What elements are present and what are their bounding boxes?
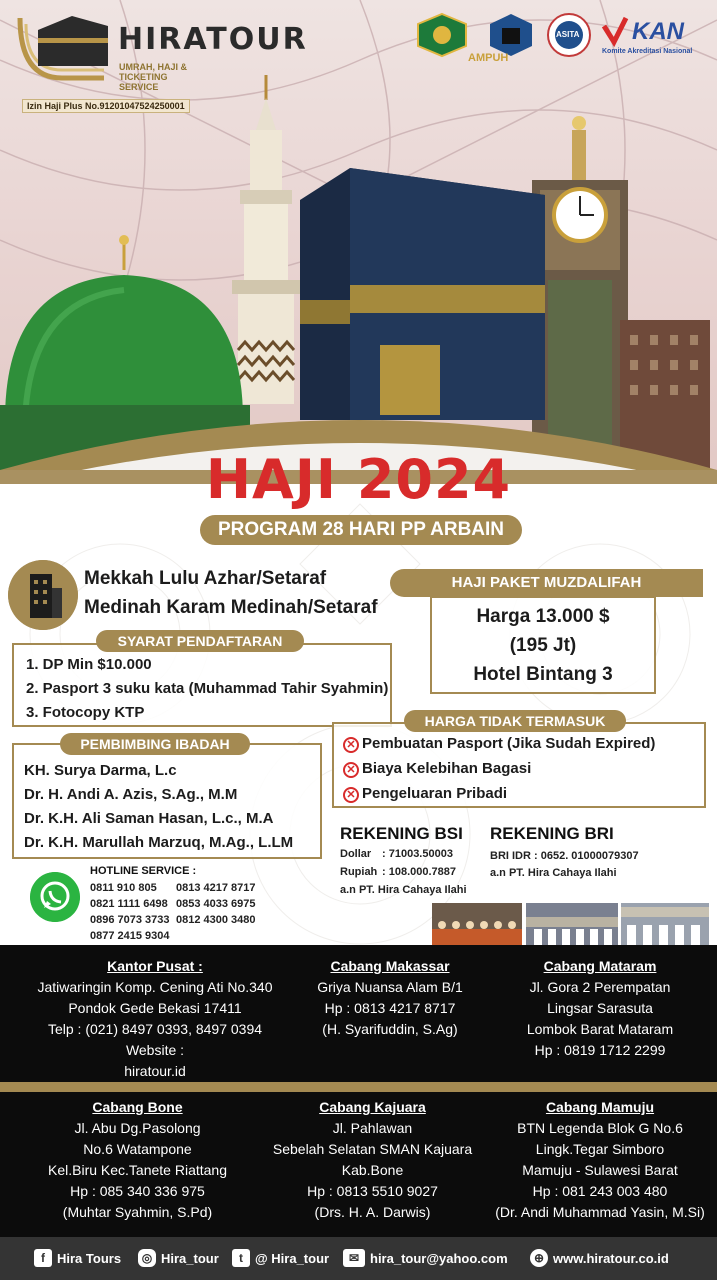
facebook-link[interactable] [34, 1246, 121, 1270]
rekening-bsi-holder: a.n PT. Hira Cahaya Ilahi [340, 884, 467, 896]
branch-title: Cabang Makassar [330, 958, 450, 974]
kaaba [300, 168, 545, 420]
minaret [232, 75, 300, 404]
twitter-link[interactable] [232, 1246, 329, 1270]
pembimbing-title: PEMBIMBING IBADAH [60, 733, 250, 755]
branch-bone [20, 1099, 255, 1223]
cross-circle-icon: ✕ [343, 737, 359, 753]
branch-line: Hp : 0813 5510 9027 [307, 1183, 438, 1199]
paket-hotel: Hotel Bintang 3 [473, 664, 613, 685]
branch-line[interactable]: hiratour.id [124, 1063, 186, 1079]
pembimbing-item: Dr. K.H. Marullah Marzuq, M.Ag., L.LM [24, 834, 294, 851]
hotline-number[interactable]: 0813 4217 8717 [176, 882, 256, 894]
branch-line: Kel.Biru Kec.Tanete Riattang [48, 1162, 227, 1178]
gold-divider [0, 1082, 717, 1092]
syarat-item: 2. Pasport 3 suku kata (Muhammad Tahir Syahmin) [26, 680, 389, 697]
branch-line: Website : [125, 1042, 185, 1058]
branch-line: BTN Legenda Blok G No.6 [517, 1120, 683, 1136]
branch-line: No.6 Watampone [83, 1141, 192, 1157]
branch-line: (Drs. H. A. Darwis) [314, 1204, 431, 1220]
pembimbing-item: KH. Surya Darma, L.c [24, 762, 177, 779]
rekening-bri-idr: BRI IDR : 0652. 01000079307 [490, 850, 639, 862]
excluded-item: Pengeluaran Pribadi [362, 785, 508, 802]
branch-title: Cabang Bone [92, 1099, 183, 1115]
branch-title: Kantor Pusat : [107, 958, 203, 974]
branch-line: (H. Syarifuddin, S.Ag) [322, 1021, 458, 1037]
rekening-bsi-rupiah-label: Rupiah [340, 866, 378, 878]
branch-mataram [490, 958, 710, 1061]
brand-tagline-line: UMRAH, HAJI & [119, 62, 188, 72]
brand-tagline [119, 62, 229, 92]
instagram-link[interactable] [138, 1246, 219, 1270]
branch-line: Hp : 0813 4217 8717 [324, 1000, 456, 1016]
email-link[interactable] [343, 1246, 508, 1270]
branch-line: Mamuju - Sulawesi Barat [522, 1162, 678, 1178]
pembimbing-item: Dr. K.H. Ali Saman Hasan, L.c., M.A [24, 810, 274, 827]
branch-line: Pondok Gede Bekasi 17411 [68, 1000, 242, 1016]
branch-title: Cabang Mataram [543, 958, 657, 974]
facebook-handle: Hira Tours [57, 1250, 122, 1266]
branch-line: Kab.Bone [341, 1162, 404, 1178]
brand-tagline-line: SERVICE [119, 82, 159, 92]
excluded-item: Pembuatan Pasport (Jika Sudah Expired) [362, 735, 656, 752]
branch-line: (Dr. Andi Muhammad Yasin, M.Si) [495, 1204, 705, 1220]
branch-line: Jatiwaringin Komp. Cening Ati No.340 [37, 979, 273, 995]
facebook-icon: f [34, 1249, 52, 1267]
building-icon [8, 560, 78, 630]
rekening-bsi-title: REKENING BSI [340, 824, 463, 843]
kan-label: KAN [632, 18, 684, 45]
kan-caption: Komite Akreditasi Nasional [602, 48, 693, 55]
license-number: Izin Haji Plus No.91201047524250001 [22, 99, 190, 113]
rekening-bri-holder: a.n PT. Hira Cahaya Ilahi [490, 867, 617, 879]
paket-price-idr: (195 Jt) [509, 635, 577, 656]
brand-name: HIRATOUR [118, 22, 308, 57]
branch-line: Jl. Abu Dg.Pasolong [74, 1120, 201, 1136]
rekening-bsi-rupiah: : 108.000.7887 [382, 866, 457, 878]
clock-tower [532, 116, 710, 470]
hotline-number[interactable]: 0853 4033 6975 [176, 898, 256, 910]
paket-price: Harga 13.000 $ [476, 606, 610, 627]
program-badge: PROGRAM 28 HARI PP ARBAIN [200, 515, 522, 545]
whatsapp-icon [30, 872, 80, 922]
hotline-number[interactable]: 0896 7073 3733 [90, 914, 170, 926]
branch-mamuju [490, 1099, 710, 1223]
globe-icon: ⊕ [530, 1249, 548, 1267]
rekening-bsi-dollar-label: Dollar [340, 848, 372, 860]
syarat-item: 1. DP Min $10.000 [26, 656, 152, 673]
cross-circle-icon: ✕ [343, 762, 359, 778]
haji-title: HAJI 2024 [205, 448, 512, 511]
paket-box [430, 596, 656, 694]
excluded-item: Biaya Kelebihan Bagasi [362, 760, 532, 777]
asita-label: ASITA [556, 30, 580, 39]
branch-line: Hp : 085 340 336 975 [70, 1183, 205, 1199]
pembimbing-item: Dr. H. Andi A. Azis, S.Ag., M.M [24, 786, 238, 803]
branch-line: Lingk.Tegar Simboro [535, 1141, 665, 1157]
hotline-number[interactable]: 0812 4300 3480 [176, 914, 256, 926]
branch-line: Hp : 0819 1712 2299 [534, 1042, 666, 1058]
syarat-title: SYARAT PENDAFTARAN [96, 630, 304, 652]
branch-line: Lingsar Sarasuta [547, 1000, 653, 1016]
twitter-handle: @ Hira_tour [255, 1250, 330, 1266]
email-address: hira_tour@yahoo.com [370, 1250, 508, 1266]
paket-title: HAJI PAKET MUZDALIFAH [390, 569, 703, 597]
harga-tidak-termasuk-title: HARGA TIDAK TERMASUK [404, 710, 626, 732]
rekening-bri-title: REKENING BRI [490, 824, 614, 843]
hotline-number[interactable]: 0877 2415 9304 [90, 930, 170, 942]
branch-kantor-pusat [10, 958, 300, 1082]
website-url: www.hiratour.co.id [553, 1250, 669, 1266]
branch-line: Griya Nuansa Alam B/1 [317, 979, 463, 995]
branch-line: (Muhtar Syahmin, S.Pd) [62, 1204, 213, 1220]
branch-line: Lombok Barat Mataram [526, 1021, 674, 1037]
branch-line: Hp : 081 243 003 480 [532, 1183, 668, 1199]
branch-line: Sebelah Selatan SMAN Kajuara [272, 1141, 473, 1157]
cross-circle-icon: ✕ [343, 787, 359, 803]
kemenag-logo [414, 12, 470, 58]
hotel-medinah: Medinah Karam Medinah/Setaraf [84, 597, 378, 618]
hero-section [0, 0, 717, 500]
branch-title: Cabang Kajuara [319, 1099, 426, 1115]
branch-title: Cabang Mamuju [545, 1099, 655, 1115]
twitter-icon: t [232, 1249, 250, 1267]
envelope-icon: ✉ [343, 1249, 365, 1267]
hotline-number[interactable]: 0821 1111 6498 [90, 898, 168, 910]
hotel-mekkah: Mekkah Lulu Azhar/Setaraf [84, 568, 327, 589]
branch-line: Jl. Pahlawan [332, 1120, 413, 1136]
rekening-bsi-dollar: : 71003.50003 [382, 848, 453, 860]
instagram-icon: ◎ [138, 1249, 156, 1267]
hotline-number[interactable]: 0811 910 805 [90, 882, 157, 894]
branch-line: Telp : (021) 8497 0393, 8497 0394 [47, 1021, 263, 1037]
jamaah-photo [526, 903, 618, 945]
hiratour-logo [12, 8, 112, 96]
hotline-title: HOTLINE SERVICE : [90, 865, 197, 877]
syarat-item: 3. Fotocopy KTP [26, 704, 145, 721]
branch-makassar [300, 958, 480, 1040]
instagram-handle: Hira_tour [161, 1250, 219, 1266]
website-link[interactable] [530, 1246, 669, 1270]
jamaah-photo [432, 903, 522, 945]
ampuh-label: AMPUH [468, 52, 509, 64]
branch-line: Jl. Gora 2 Perempatan [529, 979, 671, 995]
brand-tagline-line: TICKETING [119, 72, 168, 82]
branch-kajuara [265, 1099, 480, 1223]
jamaah-photo [621, 903, 709, 945]
